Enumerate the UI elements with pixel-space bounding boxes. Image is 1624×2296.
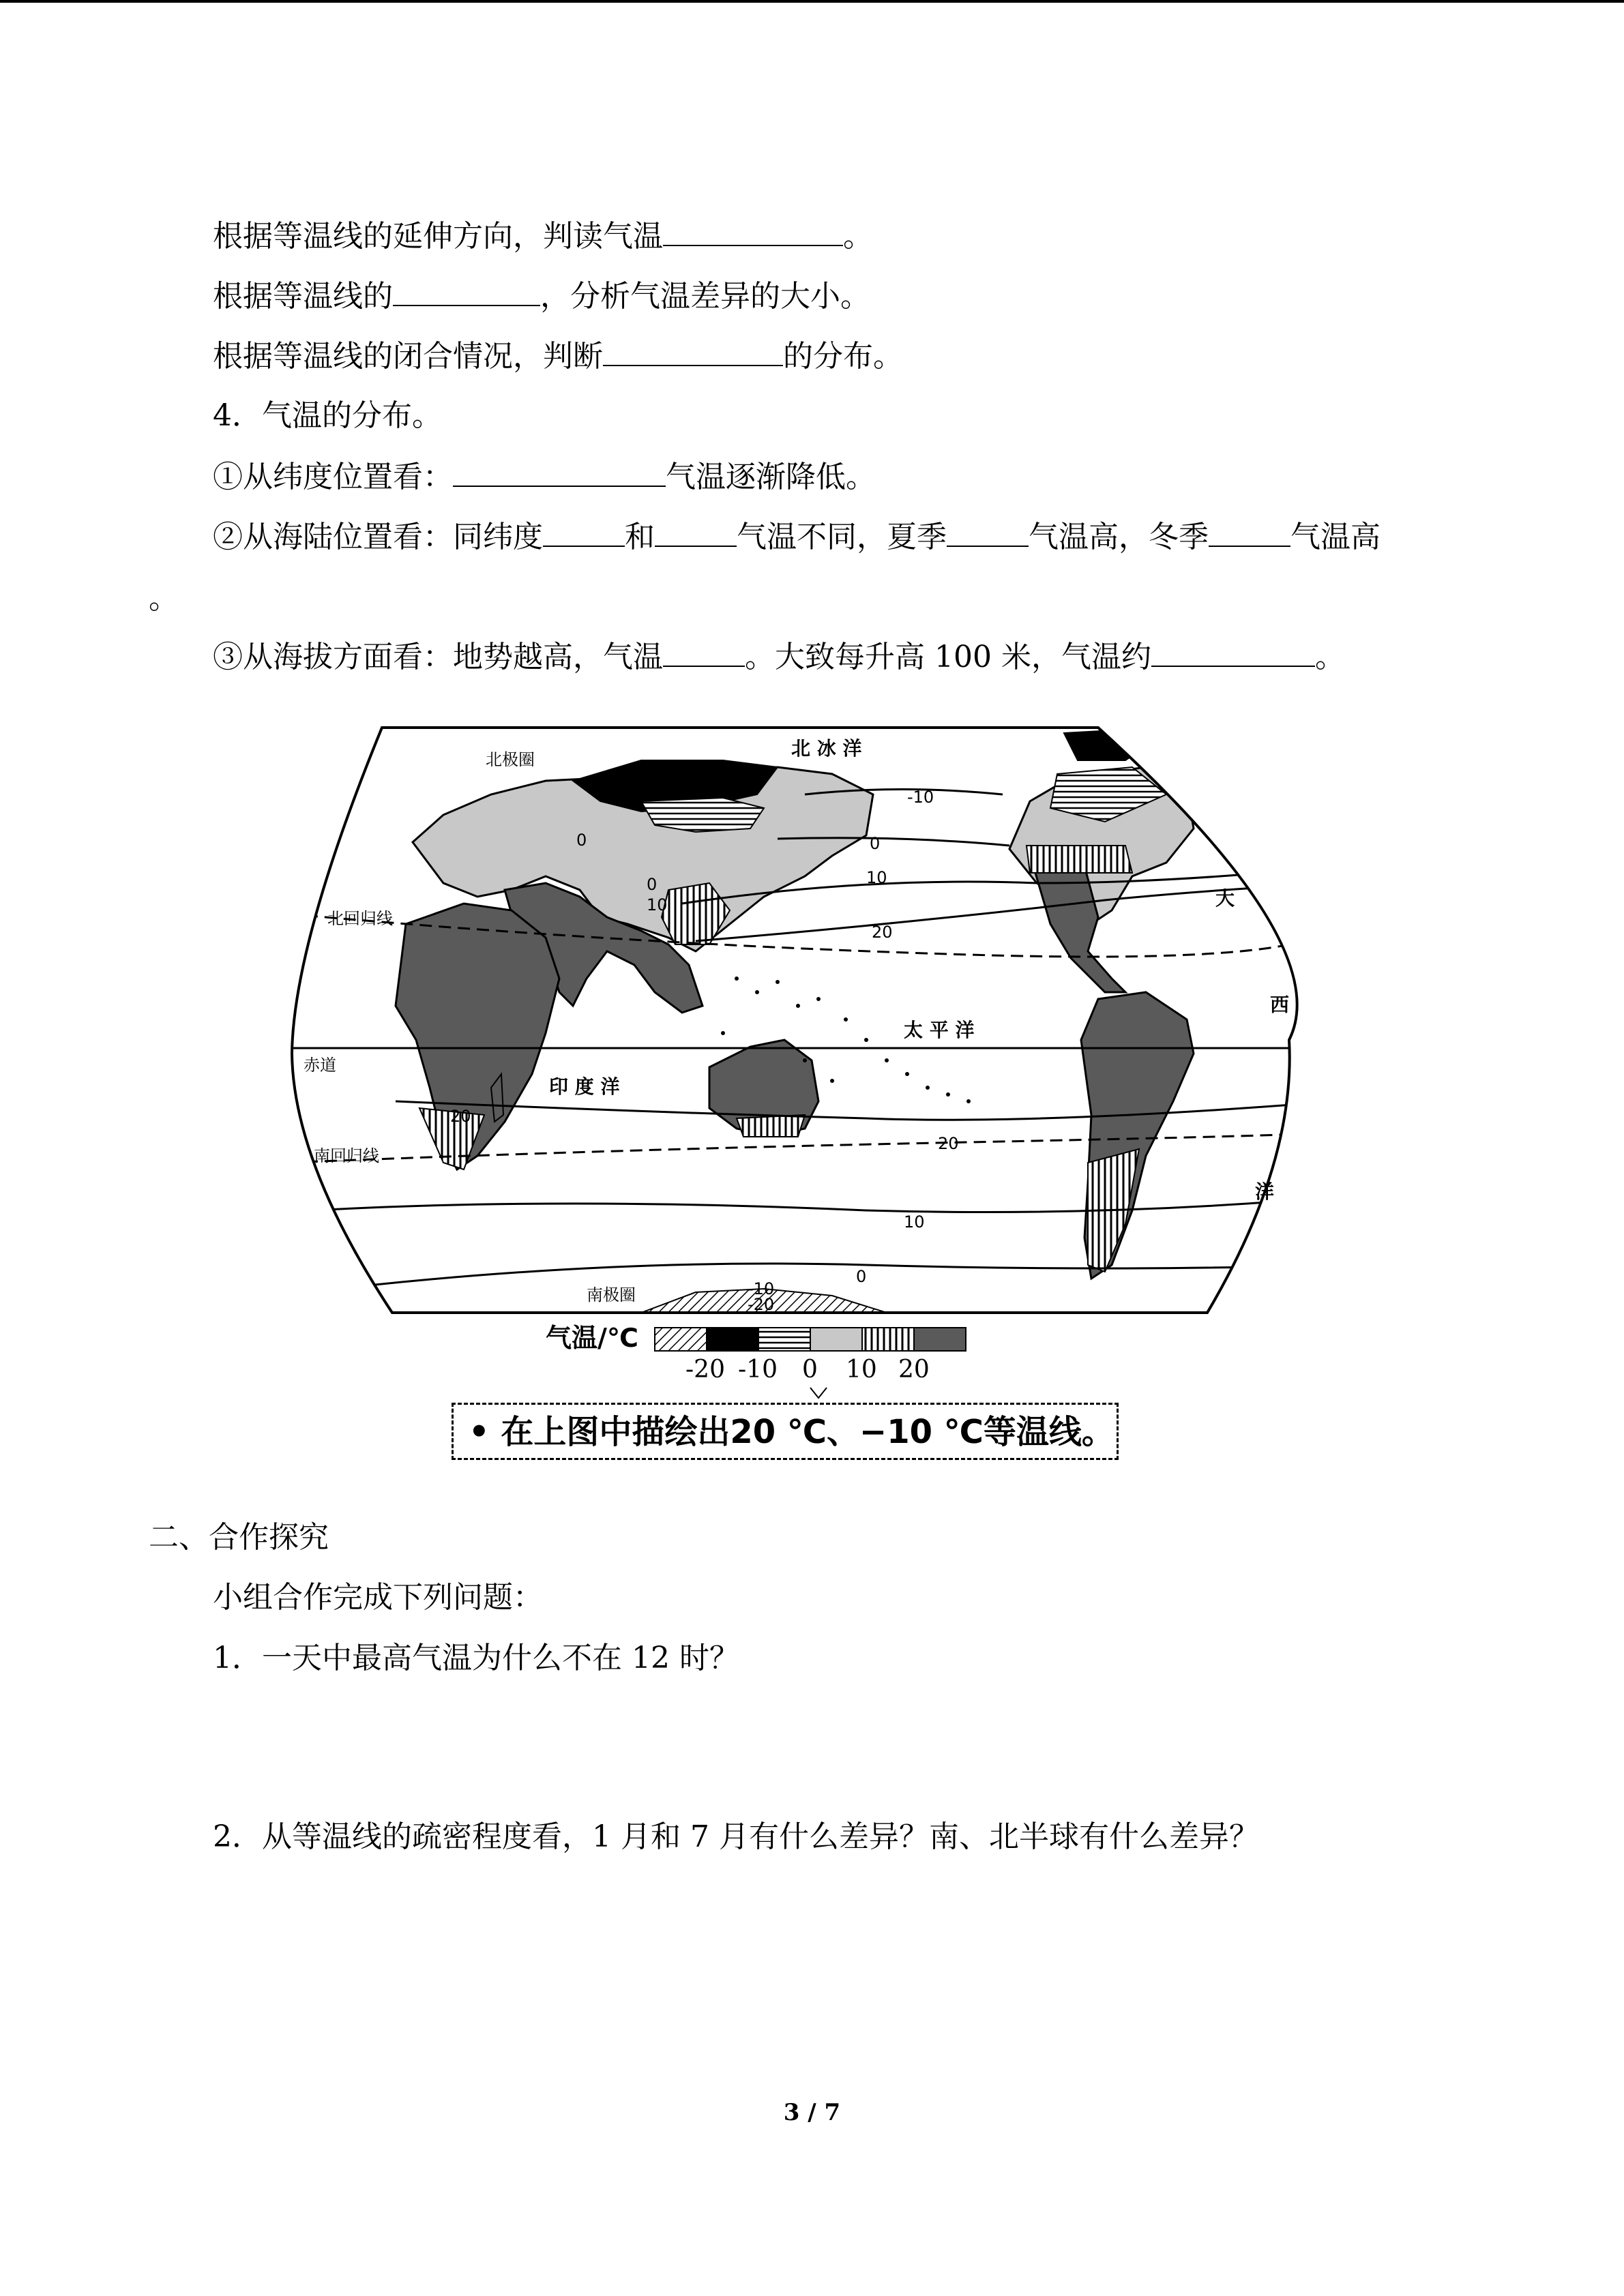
line-text: ，分析气温差异的大小。 (540, 279, 870, 314)
world-isotherm-map (286, 719, 1337, 1401)
drawing-task-text: • 在上图中描绘出20 ℃、−10 ℃等温线。 (469, 1413, 1114, 1451)
isotherm-label: 0 (856, 1267, 867, 1286)
land-sea-line (213, 516, 1381, 558)
altitude-line (213, 636, 1345, 678)
answer-blank[interactable] (663, 636, 745, 667)
line-text: 气温高，冬季 (1029, 520, 1209, 554)
line-text: 根据等温线的 (213, 279, 393, 314)
arctic-circle-label: 北极圈 (486, 750, 535, 769)
line-text: ①从纬度位置看： (213, 460, 453, 494)
latitude-line (213, 456, 876, 498)
antarctic-circle-label: 南极圈 (587, 1285, 636, 1304)
line-text: 气温逐渐降低。 (666, 460, 876, 494)
isotherm-label: 0 (576, 831, 587, 850)
isotherm-label: 20 (450, 1107, 471, 1126)
section-2-intro: 小组合作完成下列问题： (213, 1580, 543, 1615)
isotherm-label: 20 (938, 1134, 959, 1153)
legend-tick: -10 (738, 1356, 778, 1384)
task-label: 在上图中描绘出20 ℃、−10 ℃等温线。 (501, 1413, 1114, 1451)
page-number: 3 / 7 (783, 2099, 841, 2126)
equator-label: 赤道 (304, 1056, 336, 1075)
line-text: 。 (843, 219, 873, 254)
line-text: ③从海拔方面看：地势越高，气温 (213, 640, 663, 674)
isotherm-label: 10 (647, 895, 668, 914)
legend-swatch (862, 1328, 914, 1351)
isotherm-label: -10 (907, 788, 934, 807)
isotherm-label: 10 (866, 868, 887, 887)
isotherm-closure-line (213, 335, 903, 377)
answer-blank[interactable] (603, 335, 783, 366)
legend-tick: -20 (685, 1356, 725, 1384)
section-2-heading: 二、合作探究 (149, 1520, 329, 1555)
legend-tick: 0 (802, 1356, 818, 1384)
legend-swatch (810, 1328, 862, 1351)
line-text: 气温不同，夏季 (737, 520, 947, 554)
legend-swatch (707, 1328, 758, 1351)
answer-blank[interactable] (655, 516, 737, 547)
atlantic-ocean-label-3: 洋 (1255, 1180, 1275, 1203)
isotherm-label: 20 (872, 923, 893, 942)
legend-swatches (655, 1328, 966, 1351)
line-text: 。 (1314, 640, 1345, 674)
question-1: 1．一天中最高气温为什么不在 12 时？ (213, 1641, 739, 1675)
atlantic-ocean-label-1: 大 (1215, 887, 1235, 910)
line-text: 。大致每升高 100 米，气温约 (745, 640, 1151, 674)
answer-blank[interactable] (1151, 636, 1315, 667)
indian-ocean-label: 印 度 洋 (549, 1075, 620, 1098)
atlantic-ocean-label-2: 西 (1270, 994, 1290, 1016)
north-america-band (1027, 846, 1132, 873)
callout-pointer (810, 1388, 827, 1398)
page-top-border (0, 0, 1624, 3)
pacific-ocean-label: 太 平 洋 (904, 1019, 975, 1041)
legend-tick: 10 (846, 1356, 877, 1384)
isotherm-label: 0 (647, 875, 658, 894)
answer-blank[interactable] (543, 516, 625, 547)
question-2: 2．从等温线的疏密程度看，1 月和 7 月有什么差异？南、北半球有什么差异？ (213, 1819, 1259, 1854)
line-text: 根据等温线的闭合情况，判断 (213, 339, 603, 374)
isotherm-label: 10 (904, 1212, 925, 1232)
arctic-ocean-label: 北 冰 洋 (791, 737, 862, 760)
legend-swatch (655, 1328, 707, 1351)
answer-blank[interactable] (663, 215, 843, 246)
line-text: 的分布。 (783, 339, 903, 374)
answer-blank[interactable] (453, 456, 666, 487)
legend-tick: 20 (898, 1356, 930, 1384)
legend-swatch (914, 1328, 966, 1351)
line-text: 和 (625, 520, 655, 554)
line-text: ②从海陆位置看：同纬度 (213, 520, 543, 554)
legend-title: 气温/℃ (546, 1323, 638, 1353)
answer-blank[interactable] (947, 516, 1029, 547)
drawing-task-box (452, 1403, 1119, 1460)
line-text: 根据等温线的延伸方向，判读气温 (213, 219, 663, 254)
tropic-capricorn-label: 南回归线 (314, 1146, 379, 1165)
tropic-cancer-label: 北回归线 (327, 909, 393, 928)
line-text: 气温高 (1290, 520, 1381, 554)
temperature-distribution-heading: 4．气温的分布。 (213, 398, 442, 433)
isotherm-label: 0 (870, 834, 881, 853)
isotherm-label: -20 (748, 1295, 775, 1314)
isotherm-direction-line (213, 215, 873, 257)
australia-band (737, 1115, 805, 1137)
isotherm-label: -10 (748, 1279, 775, 1298)
isotherm-density-line (213, 275, 870, 317)
answer-blank[interactable] (1209, 516, 1290, 547)
legend-swatch (758, 1328, 810, 1351)
answer-blank[interactable] (393, 275, 540, 306)
line-wrap-punct: 。 (149, 581, 179, 616)
